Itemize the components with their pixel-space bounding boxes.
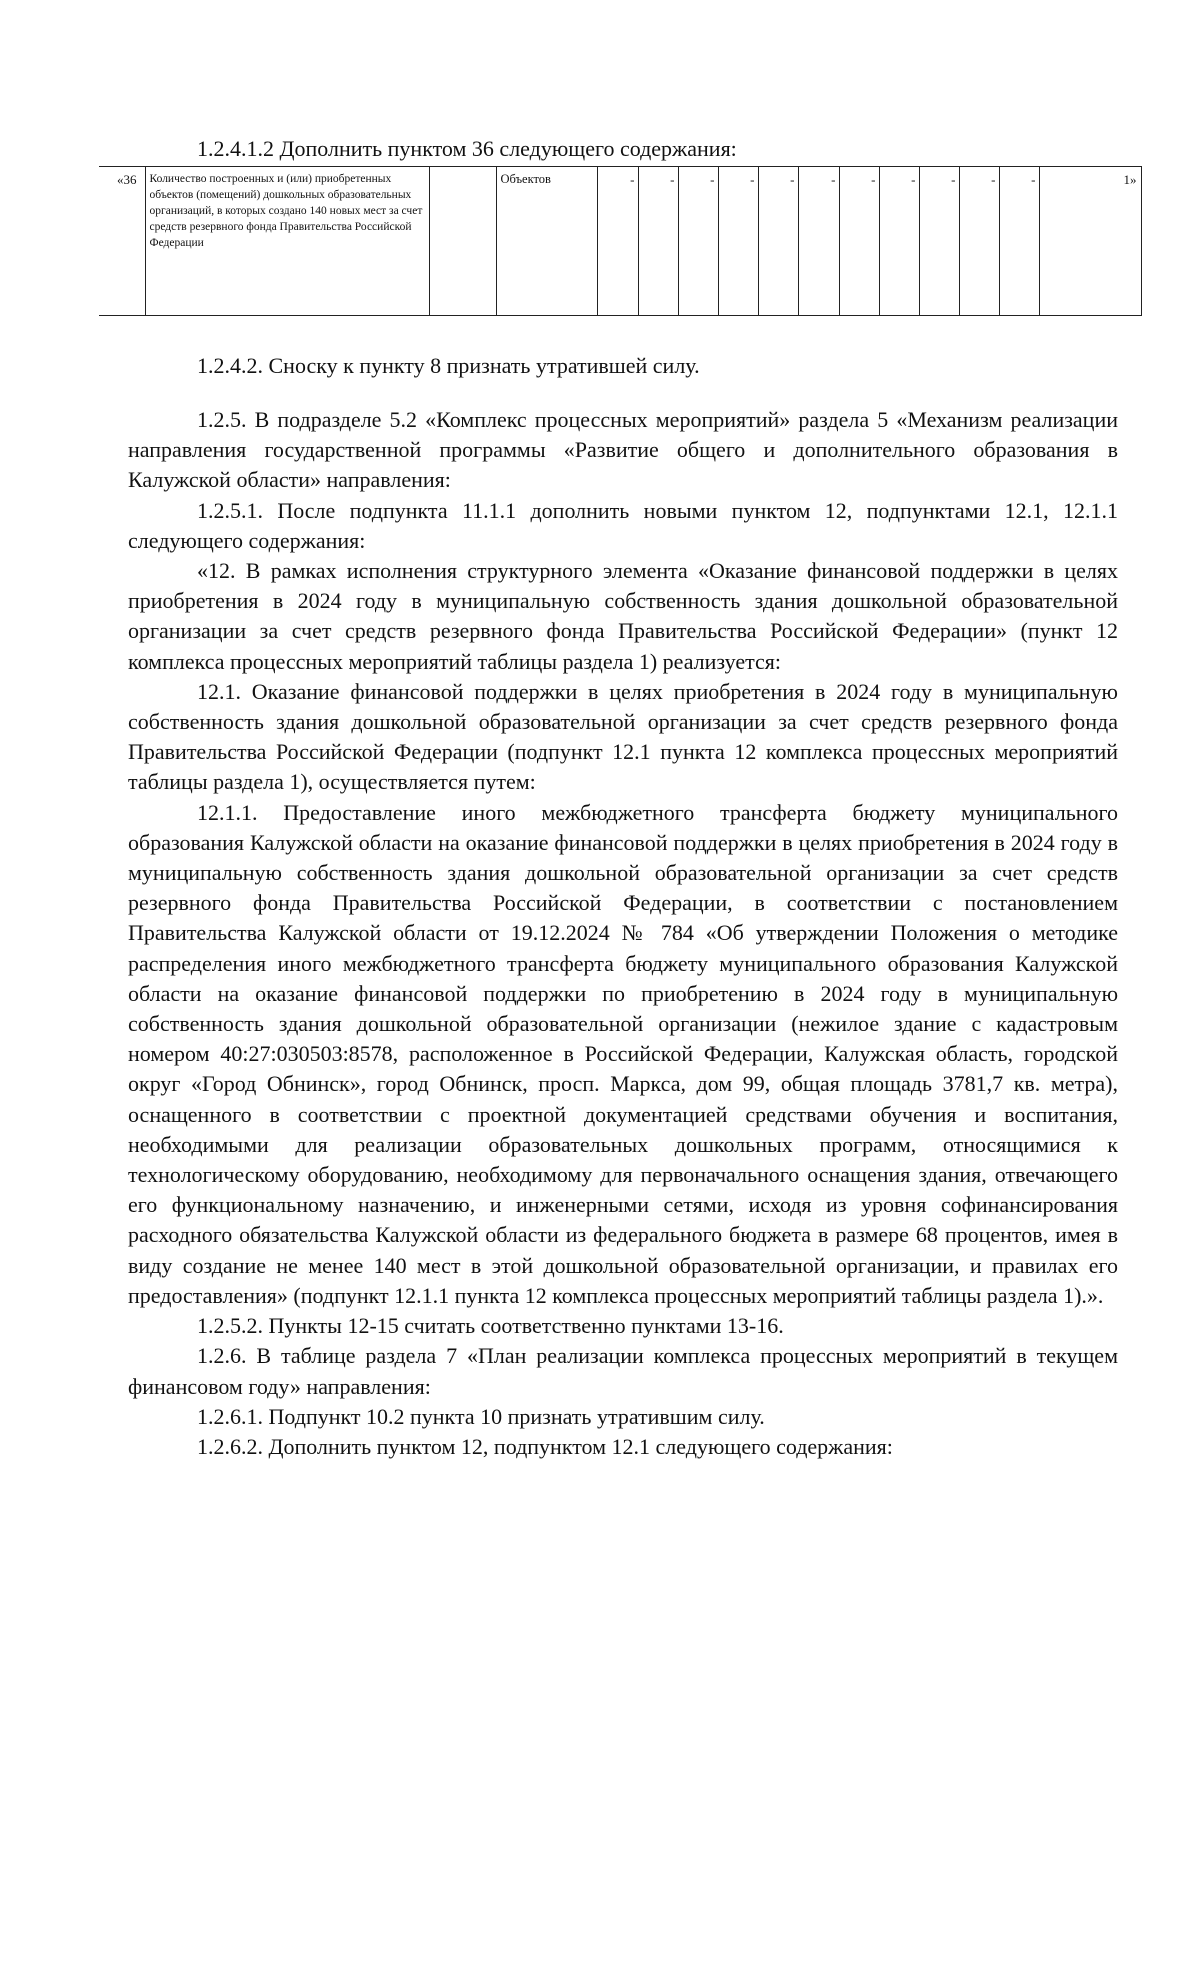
table-row — [99, 167, 1141, 316]
value-cell: - — [678, 167, 718, 316]
footnote-paragraph-block — [128, 351, 1118, 381]
final-value-cell: 1» — [1039, 167, 1141, 316]
value-cell: - — [718, 167, 758, 316]
value-cell: - — [638, 167, 678, 316]
value-cell: - — [999, 167, 1039, 316]
value-cell: - — [798, 167, 839, 316]
value-cell: - — [879, 167, 919, 316]
intro-line: 1.2.4.1.2 Дополнить пунктом 36 следующего содержания: — [197, 136, 737, 161]
value-cell: - — [597, 167, 638, 316]
value-cell: - — [758, 167, 798, 316]
paragraph: 1.2.5. В подразделе 5.2 «Комплекс процессных мероприятий» раздела 5 «Механизм реализации направления государственной программы «Развитие общего и дополнительного образования в Калужской области» направления: — [128, 407, 1118, 493]
value-cell: - — [839, 167, 879, 316]
paragraph: 12.1. Оказание финансовой поддержки в целях приобретения в 2024 году в муниципальную собственность здания дошкольной образовательной организации за счет средств резервного фонда Правительства Российской Федерации (подпункт 12.1 пункта 12 комплекса процессных мероприятий таблицы раздела 1), осуществляется путем: — [128, 678, 1118, 795]
paragraph: 1.2.5.1. После подпункта 11.1.1 дополнить новыми пунктом 12, подпунктами 12.1, 12.1.1 следующего содержания: — [128, 497, 1118, 553]
empty-cell — [429, 167, 496, 316]
paragraph: 1.2.6. В таблице раздела 7 «План реализации комплекса процессных мероприятий в текущем финансовом году» направления: — [128, 1343, 1118, 1399]
paragraph: 12.1.1. Предоставление иного межбюджетного трансферта бюджету муниципального образования Калужской области на оказание финансовой поддержки в целях приобретения в 2024 году в муниципальную собственность здания дошкольной образовательной организации за счет средств резервного фонда Правительства Российской Федерации, в соответствии с постановлением Правительства Калужской области от 19.12.2024 № 784 «Об утверждении Положения о методике распределения иного межбюджетного трансферта бюджету муниципального образования Калужской области на оказание финансовой поддержки по приобретению в 2024 году в муниципальную собственность здания дошкольной образовательной организации (нежилое здание с кадастровым номером 40:27:030503:8578, расположенное в Российской Федерации, Калужская область, городской округ «Город Обнинск», город Обнинск, просп. Маркса, дом 99, общая площадь 3781,7 кв. метра), оснащенного в соответствии с проектной документацией средствами обучения и воспитания, необходимыми для реализации образовательных дошкольных программ, относящимися к технологическому оборудованию, необходимому для первоначального оснащения здания, отвечающего его функциональному назначению, и инженерными сетями, исходя из уровня софинансирования расходного обязательства Калужской области из федерального бюджета в размере 68 процентов, имея в виду создание не менее 140 мест в этой дошкольной образовательной организации, и правилах его предоставления» (подпункт 12.1.1 пункта 12 комплекса процессных мероприятий таблицы раздела 1).». — [128, 799, 1118, 1308]
amendment-table — [99, 166, 1142, 316]
indicator-name-cell: Количество построенных и (или) приобретенных объектов (помещений) дошкольных образовательных организаций, в которых создано 140 новых мест за счет средств резервного фонда Правительства Российской Федерации — [145, 167, 429, 316]
paragraph: 1.2.6.2. Дополнить пунктом 12, подпунктом 12.1 следующего содержания: — [197, 1433, 893, 1459]
paragraph: 1.2.5.2. Пункты 12-15 считать соответственно пунктами 13-16. — [197, 1313, 784, 1339]
row-number-cell: «36 — [99, 167, 145, 316]
value-cell: - — [959, 167, 999, 316]
paragraph: 1.2.6.1. Подпункт 10.2 пункта 10 признать утратившим силу. — [197, 1403, 765, 1429]
main-body-text — [128, 405, 1118, 1462]
value-cell: - — [919, 167, 959, 316]
unit-cell: Объектов — [496, 167, 597, 316]
paragraph: 1.2.4.2. Сноску к пункту 8 признать утратившей силу. — [197, 353, 700, 378]
paragraph: «12. В рамках исполнения структурного элемента «Оказание финансовой поддержки в целях приобретения в 2024 году в муниципальную собственность здания дошкольной образовательной организации за счет средств резервного фонда Правительства Российской Федерации» (пункт 12 комплекса процессных мероприятий таблицы раздела 1) реализуется: — [128, 558, 1118, 674]
